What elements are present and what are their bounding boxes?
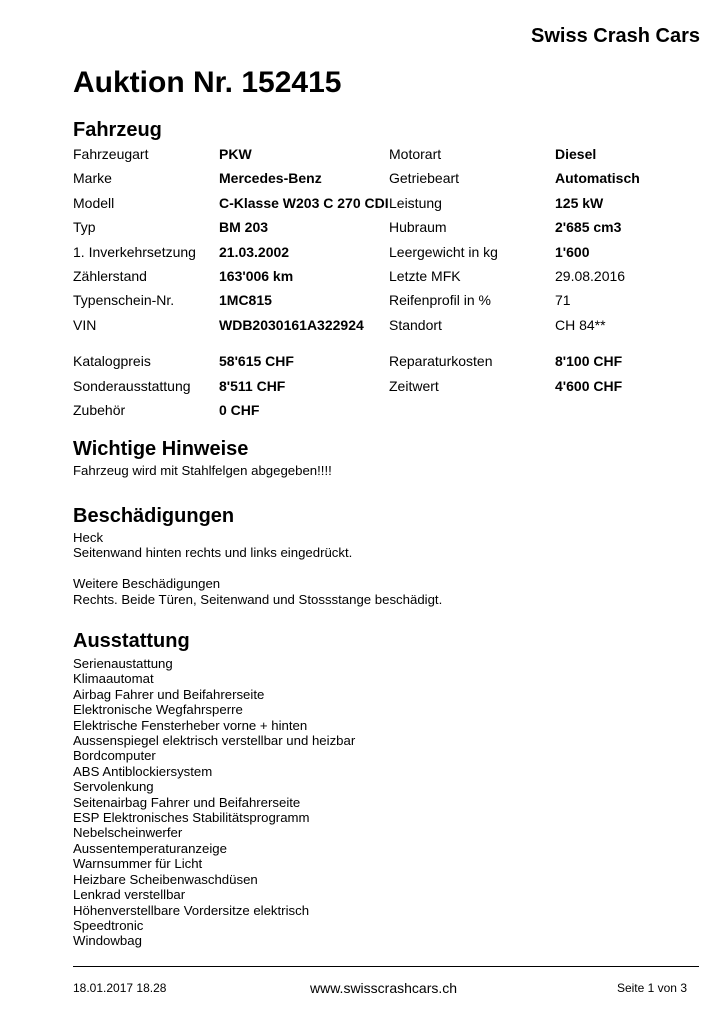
footer-divider: [73, 966, 699, 967]
detail-value: 8'100 CHF: [555, 353, 623, 370]
detail-label: Modell: [73, 194, 115, 211]
equipment-item: ABS Antiblockiersystem: [73, 763, 213, 779]
detail-value: 58'615 CHF: [219, 353, 294, 370]
detail-row: [73, 317, 713, 341]
detail-value: 163'006 km: [219, 267, 294, 284]
detail-value: 125 kW: [555, 194, 604, 211]
vehicle-rows: [73, 146, 713, 341]
detail-value: 8'511 CHF: [219, 377, 286, 394]
footer-website-link[interactable]: www.swisscrashcars.ch: [310, 980, 458, 996]
damage-line: Seitenwand hinten rechts und links eingedrückt.: [73, 545, 353, 561]
detail-label: Typ: [73, 219, 96, 236]
detail-row: [73, 170, 713, 194]
detail-row: [73, 195, 713, 219]
equipment-item: Seitenairbag Fahrer und Beifahrerseite: [73, 794, 301, 810]
footer-page-number: Seite 1 von 3: [616, 981, 687, 995]
detail-label: Leergewicht in kg: [389, 243, 498, 260]
equipment-item: Elektrische Fensterheber vorne + hinten: [73, 717, 308, 733]
detail-value: PKW: [219, 146, 252, 162]
equipment-list: [73, 656, 355, 949]
detail-label: Reifenprofil in %: [389, 292, 491, 309]
detail-value: 29.08.2016: [555, 267, 626, 284]
detail-label: 1. Inverkehrsetzung: [73, 243, 196, 260]
detail-value: CH 84**: [555, 316, 606, 333]
detail-row: [73, 402, 713, 426]
detail-value: BM 203: [219, 219, 269, 236]
vehicle-details: [73, 146, 713, 426]
equipment-item: Bordcomputer: [73, 748, 156, 764]
detail-value: 0 CHF: [219, 401, 260, 418]
detail-row: [73, 146, 713, 170]
section-title-hinweise: Wichtige Hinweise: [73, 438, 249, 460]
hinweise-text: Fahrzeug wird mit Stahlfelgen abgegeben!!!!: [73, 463, 332, 478]
damage-line: Heck: [73, 530, 104, 545]
detail-label: Marke: [73, 170, 112, 187]
damage-text: [73, 530, 442, 607]
price-rows: [73, 353, 713, 426]
equipment-item: Aussenspiegel elektrisch verstellbar und heizbar: [73, 733, 356, 749]
detail-value: Mercedes-Benz: [219, 170, 322, 187]
detail-value: 1MC815: [219, 292, 272, 309]
equipment-item: Airbag Fahrer und Beifahrerseite: [73, 686, 265, 702]
equipment-item: Servolenkung: [73, 779, 154, 795]
detail-value: C-Klasse W203 C 270 CDI: [219, 194, 389, 211]
equipment-item: Aussentemperaturanzeige: [73, 840, 227, 856]
detail-value: 2'685 cm3: [555, 219, 622, 236]
detail-value: 4'600 CHF: [555, 377, 623, 394]
detail-label: Typenschein-Nr.: [73, 292, 175, 309]
detail-row: [73, 219, 713, 243]
detail-label: Getriebeart: [389, 170, 460, 187]
page-title: Auktion Nr. 152415: [73, 66, 342, 99]
detail-value: 71: [555, 292, 571, 309]
detail-label: Reparaturkosten: [389, 353, 493, 370]
detail-label: Standort: [389, 316, 442, 333]
equipment-item: Elektronische Wegfahrsperre: [73, 702, 243, 718]
footer-date: 18.01.2017 18.28: [73, 981, 167, 995]
detail-row: [73, 292, 713, 316]
damage-line: Rechts. Beide Türen, Seitenwand und Stossstange beschädigt.: [73, 591, 443, 607]
equipment-item: Heizbare Scheibenwaschdüsen: [73, 871, 258, 887]
section-title-fahrzeug: Fahrzeug: [73, 119, 162, 141]
detail-label: Motorart: [389, 146, 442, 162]
equipment-item: Nebelscheinwerfer: [73, 825, 183, 841]
damage-line: [73, 561, 442, 576]
detail-value: 1'600: [555, 243, 590, 260]
detail-label: Zubehör: [73, 401, 126, 418]
brand-name: Swiss Crash Cars: [531, 25, 700, 47]
detail-label: Leistung: [389, 194, 442, 211]
equipment-item: Lenkrad verstellbar: [73, 887, 186, 903]
section-title-beschaedigungen: Beschädigungen: [73, 505, 235, 527]
equipment-item: Windowbag: [73, 933, 142, 949]
detail-row: [73, 244, 713, 268]
detail-label: Hubraum: [389, 219, 447, 236]
detail-value: Diesel: [555, 146, 597, 162]
detail-row: [73, 378, 713, 402]
detail-value: WDB2030161A322924: [219, 316, 364, 333]
damage-line: Weitere Beschädigungen: [73, 576, 221, 592]
detail-value: 21.03.2002: [219, 243, 290, 260]
detail-label: Katalogpreis: [73, 353, 151, 370]
section-title-ausstattung: Ausstattung: [73, 630, 190, 652]
detail-label: Sonderausstattung: [73, 377, 191, 394]
equipment-item: Speedtronic: [73, 917, 144, 933]
equipment-item: Warnsummer für Licht: [73, 856, 203, 872]
equipment-item: Klimaautomat: [73, 671, 154, 687]
equipment-item: Höhenverstellbare Vordersitze elektrisch: [73, 902, 310, 918]
equipment-item: ESP Elektronisches Stabilitätsprogramm: [73, 810, 310, 826]
detail-label: Zeitwert: [389, 377, 439, 394]
detail-label: VIN: [73, 316, 97, 333]
detail-label: Zählerstand: [73, 267, 147, 284]
detail-value: Automatisch: [555, 170, 640, 187]
detail-row: [73, 353, 713, 377]
detail-row: [73, 268, 713, 292]
equipment-item: Serienaustattung: [73, 656, 173, 671]
detail-label: Letzte MFK: [389, 267, 461, 284]
detail-label: Fahrzeugart: [73, 146, 149, 162]
